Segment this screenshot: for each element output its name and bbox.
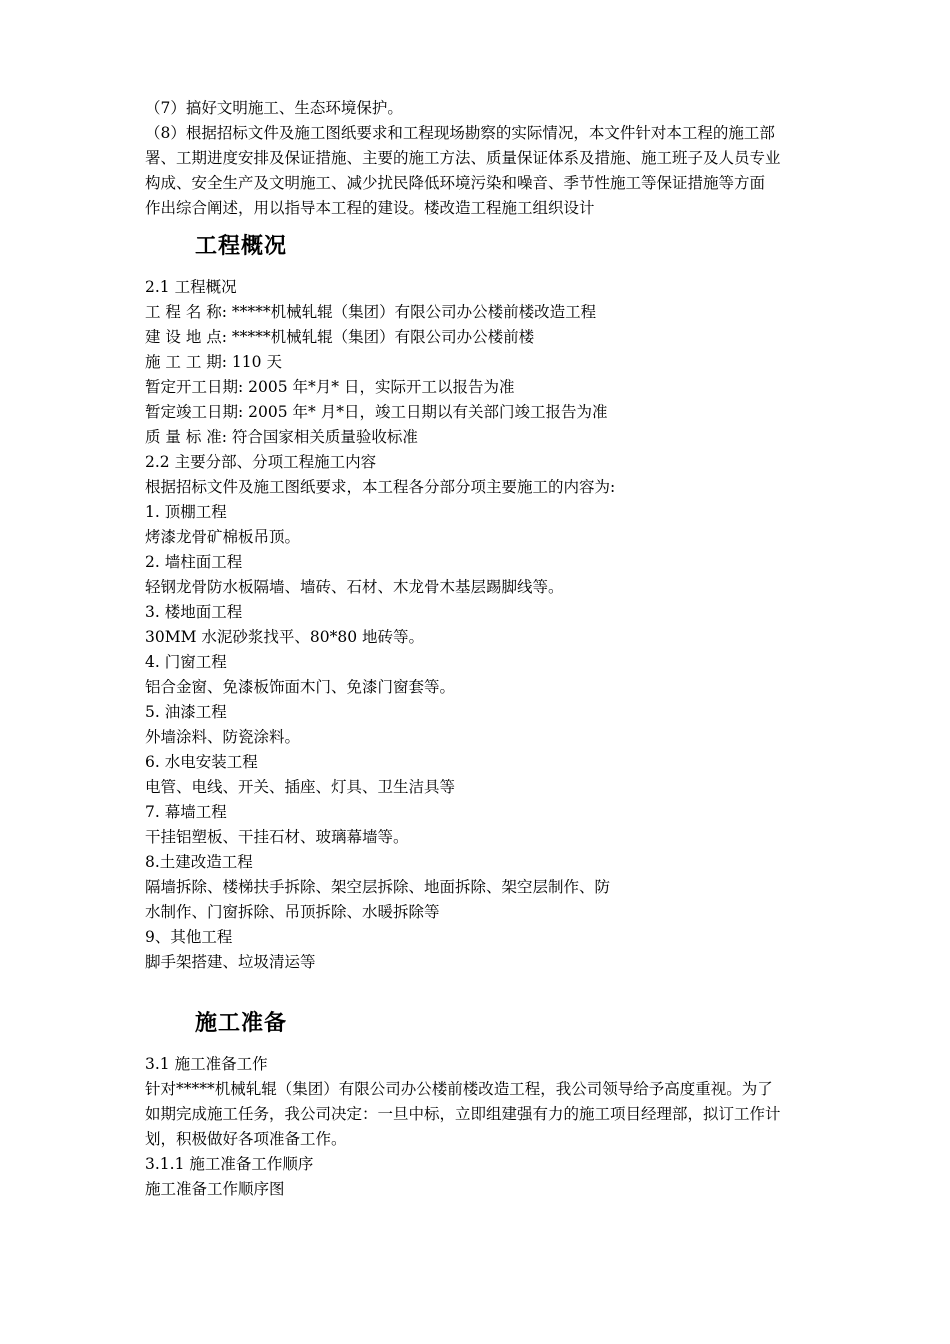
preparation-block — [145, 1052, 810, 1202]
overview-line: 暂定开工日期: 2005 年*月* 日，实际开工以报告为准 — [145, 378, 515, 396]
overview-line: 1. 顶棚工程 — [145, 503, 227, 521]
overview-line: 电管、电线、开关、插座、灯具、卫生洁具等 — [145, 778, 456, 796]
overview-line: 外墙涂料、防瓷涂料。 — [145, 728, 301, 746]
overview-line: 根据招标文件及施工图纸要求，本工程各分部分项主要施工的内容为: — [145, 478, 616, 496]
overview-line: 铝合金窗、免漆板饰面木门、免漆门窗套等。 — [145, 678, 456, 696]
overview-line: 3. 楼地面工程 — [145, 603, 243, 621]
overview-line: 7. 幕墙工程 — [145, 803, 227, 821]
overview-line: 烤漆龙骨矿棉板吊顶。 — [145, 528, 301, 546]
overview-line: 质 量 标 准: 符合国家相关质量验收标准 — [145, 428, 418, 446]
preparation-order-heading: 3.1.1 施工准备工作顺序 — [145, 1155, 314, 1173]
overview-line: 9、其他工程 — [145, 928, 233, 946]
overview-line: 5. 油漆工程 — [145, 703, 227, 721]
preparation-paragraph-line-3: 划，积极做好各项准备工作。 — [145, 1130, 347, 1148]
section-heading-overview: 工程概况 — [195, 234, 288, 259]
overview-line: 脚手架搭建、垃圾清运等 — [145, 953, 316, 971]
paragraph-item-7: （7）搞好文明施工、生态环境保护。 — [145, 99, 403, 117]
overview-block — [145, 275, 810, 975]
overview-line: 30MM 水泥砂浆找平、80*80 地砖等。 — [145, 628, 425, 646]
overview-line: 暂定竣工日期: 2005 年* 月*日，竣工日期以有关部门竣工报告为准 — [145, 403, 608, 421]
overview-line: 8.土建改造工程 — [145, 853, 253, 871]
paragraph-item-8-line-2: 署、工期进度安排及保证措施、主要的施工方法、质量保证体系及措施、施工班子及人员专业 — [145, 149, 781, 167]
preparation-paragraph-line-2: 如期完成施工任务，我公司决定：一旦中标，立即组建强有力的施工项目经理部，拟订工作计 — [145, 1105, 781, 1123]
preparation-order-diagram-caption: 施工准备工作顺序图 — [145, 1180, 285, 1198]
overview-line: 轻钢龙骨防水板隔墙、墙砖、石材、木龙骨木基层踢脚线等。 — [145, 578, 564, 596]
overview-line: 隔墙拆除、楼梯扶手拆除、架空层拆除、地面拆除、架空层制作、防 — [145, 878, 611, 896]
overview-line: 2.2 主要分部、分项工程施工内容 — [145, 453, 377, 471]
preparation-subheading: 3.1 施工准备工作 — [145, 1055, 268, 1073]
overview-line: 6. 水电安装工程 — [145, 753, 258, 771]
paragraph-item-8-line-4: 作出综合阐述，用以指导本工程的建设。楼改造工程施工组织设计 — [145, 199, 595, 217]
overview-line: 建 设 地 点: *****机械轧辊（集团）有限公司办公楼前楼 — [145, 328, 535, 346]
intro-block — [145, 96, 810, 221]
preparation-paragraph-line-1: 针对*****机械轧辊（集团）有限公司办公楼前楼改造工程，我公司领导给予高度重视。为了 — [145, 1080, 773, 1098]
overview-line: 施 工 工 期: 110 天 — [145, 353, 282, 371]
overview-line: 4. 门窗工程 — [145, 653, 227, 671]
overview-line: 水制作、门窗拆除、吊顶拆除、水暖拆除等 — [145, 903, 440, 921]
section-heading-preparation: 施工准备 — [195, 1011, 288, 1036]
overview-line: 2.1 工程概况 — [145, 278, 237, 296]
overview-line: 工 程 名 称: *****机械轧辊（集团）有限公司办公楼前楼改造工程 — [145, 303, 597, 321]
overview-line: 干挂铝塑板、干挂石材、玻璃幕墙等。 — [145, 828, 409, 846]
paragraph-item-8-line-1: （8）根据招标文件及施工图纸要求和工程现场勘察的实际情况，本文件针对本工程的施工部 — [145, 124, 775, 142]
paragraph-item-8-line-3: 构成、安全生产及文明施工、减少扰民降低环境污染和噪音、季节性施工等保证措施等方面 — [145, 174, 766, 192]
overview-line: 2. 墙柱面工程 — [145, 553, 243, 571]
